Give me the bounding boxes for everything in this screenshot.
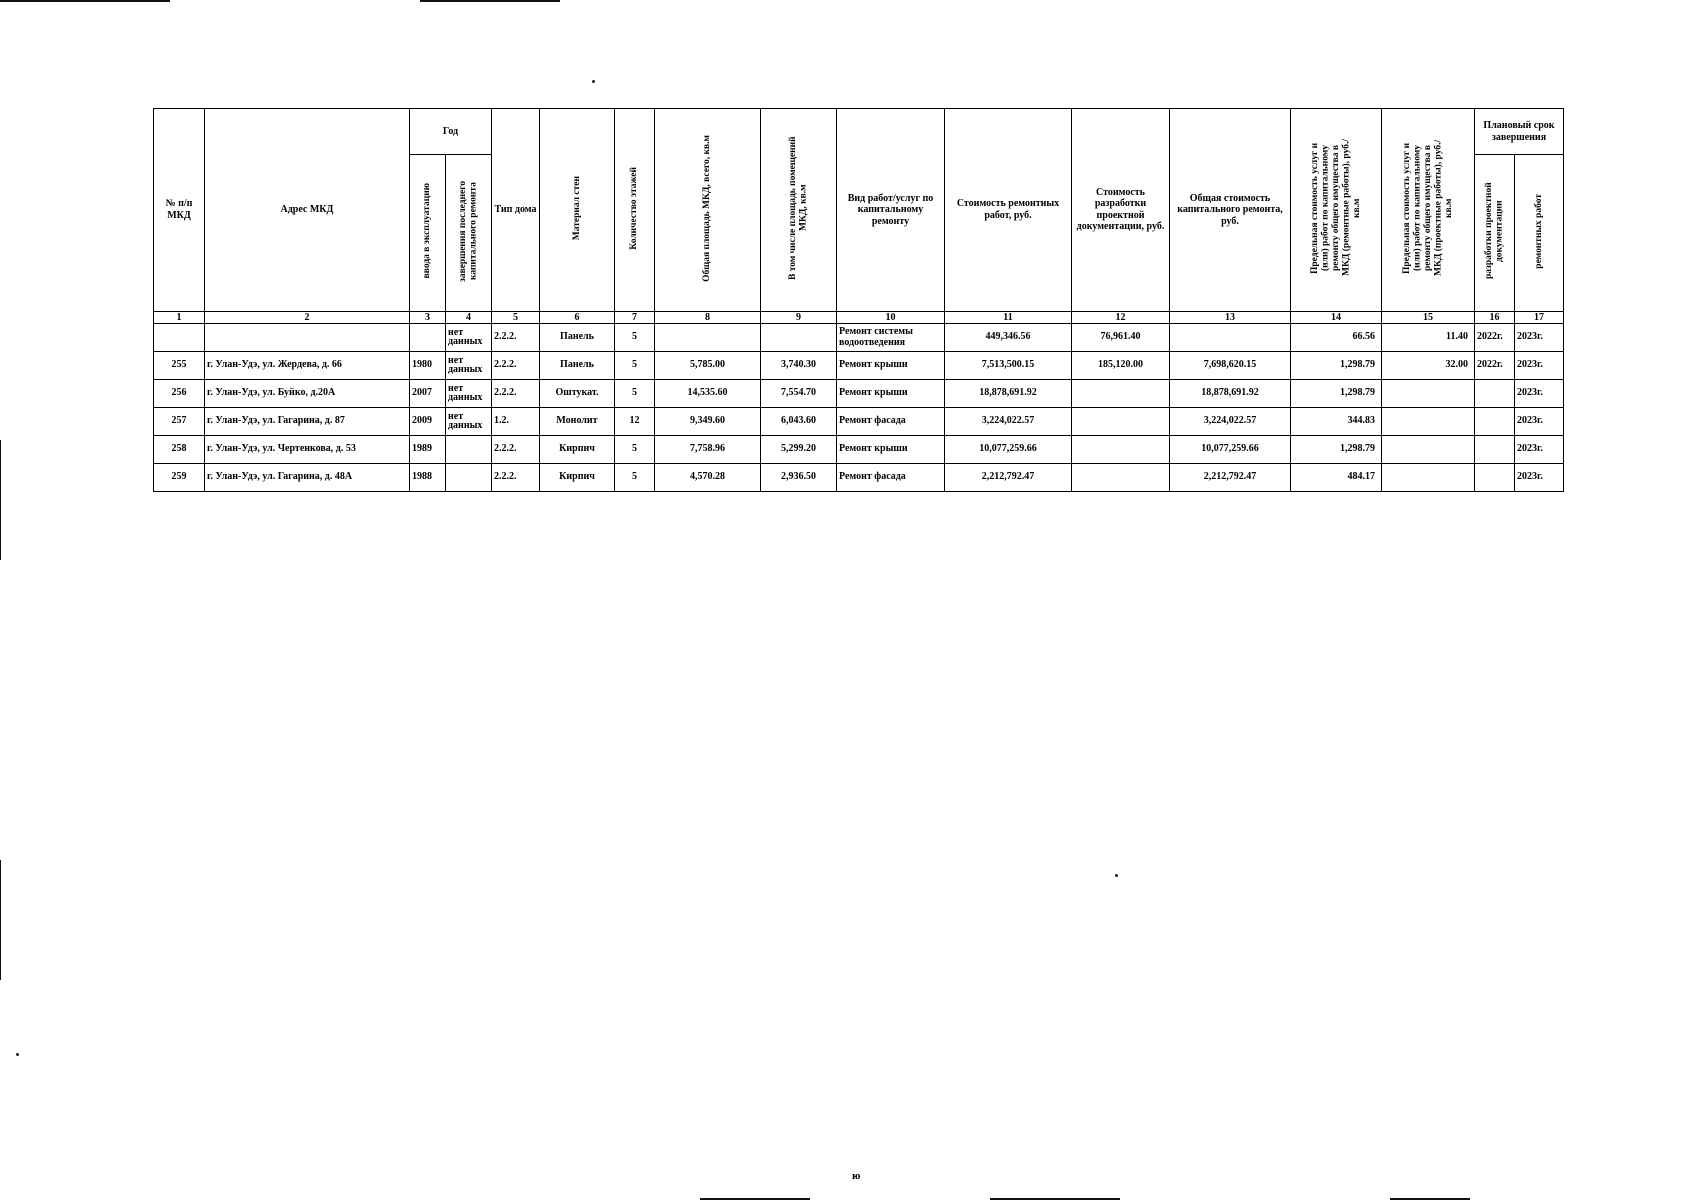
scan-speck (16, 1053, 19, 1056)
cell-design-cost (1072, 379, 1170, 407)
scan-edge-mark (0, 0, 170, 2)
cell-term-repair: 2023г. (1515, 463, 1564, 491)
header-total-area-text: Общая площадь МКД, всего, кв.м (702, 134, 713, 282)
cell-year-commission (410, 323, 446, 351)
header-address: Адрес МКД (205, 109, 410, 312)
header-floors (615, 109, 655, 312)
header-design-cost: Стоимость разработки проектной документации, руб. (1072, 109, 1170, 312)
cell-address (205, 323, 410, 351)
cell-limit-repair: 484.17 (1291, 463, 1382, 491)
column-number: 7 (615, 311, 655, 323)
header-repair-cost: Стоимость ремонтных работ, руб. (945, 109, 1072, 312)
cell-limit-repair: 1,298.79 (1291, 435, 1382, 463)
column-number: 14 (1291, 311, 1382, 323)
column-number: 8 (655, 311, 761, 323)
cell-premises-area: 3,740.30 (761, 351, 837, 379)
cell-house-type: 2.2.2. (492, 323, 540, 351)
cell-floors: 5 (615, 379, 655, 407)
cell-work-type: Ремонт системы водоотведения (837, 323, 945, 351)
column-number-row (154, 311, 1564, 323)
cell-repair-cost: 18,878,691.92 (945, 379, 1072, 407)
cell-design-cost: 185,120.00 (1072, 351, 1170, 379)
cell-total-cost: 7,698,620.15 (1170, 351, 1291, 379)
cell-limit-repair: 1,298.79 (1291, 379, 1382, 407)
cell-term-repair: 2023г. (1515, 407, 1564, 435)
column-number: 10 (837, 311, 945, 323)
header-term-design (1475, 155, 1515, 312)
table-body (154, 311, 1564, 491)
cell-wall-material: Кирпич (540, 435, 615, 463)
cell-term-design (1475, 379, 1515, 407)
cell-total-area: 5,785.00 (655, 351, 761, 379)
header-limit-design-text: Предельная стоимость услуг и (или) работ по капитальному ремонту общего имущества в МКД (проектные работы), руб./кв.м (1401, 139, 1454, 277)
cell-limit-design (1382, 435, 1475, 463)
cell-total-cost: 10,077,259.66 (1170, 435, 1291, 463)
cell-repair-cost: 3,224,022.57 (945, 407, 1072, 435)
table-header (154, 109, 1564, 312)
cell-total-area: 14,535.60 (655, 379, 761, 407)
cell-address: г. Улан-Удэ, ул. Жердева, д. 66 (205, 351, 410, 379)
column-number: 2 (205, 311, 410, 323)
cell-floors: 5 (615, 323, 655, 351)
cell-repair-cost: 7,513,500.15 (945, 351, 1072, 379)
cell-premises-area: 5,299.20 (761, 435, 837, 463)
cell-num (154, 323, 205, 351)
cell-work-type: Ремонт фасада (837, 407, 945, 435)
header-house-type: Тип дома (492, 109, 540, 312)
cell-term-repair: 2023г. (1515, 323, 1564, 351)
header-floors-text: Количество этажей (629, 166, 640, 250)
header-num: № п/п МКД (154, 109, 205, 312)
scan-speck (592, 80, 595, 83)
cell-work-type: Ремонт крыши (837, 351, 945, 379)
capital-repair-table (153, 108, 1564, 492)
column-number: 1 (154, 311, 205, 323)
column-number: 17 (1515, 311, 1564, 323)
header-term-repair (1515, 155, 1564, 312)
cell-repair-cost: 2,212,792.47 (945, 463, 1072, 491)
cell-wall-material: Монолит (540, 407, 615, 435)
header-year-group: Год (410, 109, 492, 155)
cell-wall-material: Панель (540, 323, 615, 351)
cell-num: 255 (154, 351, 205, 379)
header-year-last-repair (446, 155, 492, 312)
column-number: 11 (945, 311, 1072, 323)
cell-term-repair: 2023г. (1515, 435, 1564, 463)
cell-premises-area: 6,043.60 (761, 407, 837, 435)
header-premises-area-text: В том числе площадь помещений МКД, кв.м (788, 136, 809, 280)
cell-year-commission: 1988 (410, 463, 446, 491)
column-number: 5 (492, 311, 540, 323)
column-number: 4 (446, 311, 492, 323)
column-number: 9 (761, 311, 837, 323)
cell-address: г. Улан-Удэ, ул. Буйко, д.20А (205, 379, 410, 407)
header-year-commission (410, 155, 446, 312)
cell-wall-material: Кирпич (540, 463, 615, 491)
cell-num: 257 (154, 407, 205, 435)
cell-premises-area: 7,554.70 (761, 379, 837, 407)
header-limit-design (1382, 109, 1475, 312)
table-row (154, 463, 1564, 491)
cell-term-design (1475, 463, 1515, 491)
cell-wall-material: Панель (540, 351, 615, 379)
header-year-last-repair-text: завершения последнего капитального ремонта (458, 180, 479, 282)
header-term-repair-text: ремонтных работ (1533, 193, 1544, 269)
cell-num: 256 (154, 379, 205, 407)
table-row (154, 435, 1564, 463)
scan-speck (1115, 874, 1118, 877)
cell-limit-repair: 344.83 (1291, 407, 1382, 435)
cell-design-cost (1072, 407, 1170, 435)
scan-edge-mark (0, 860, 1, 980)
column-number: 12 (1072, 311, 1170, 323)
cell-limit-design: 11.40 (1382, 323, 1475, 351)
cell-total-cost (1170, 323, 1291, 351)
header-total-area (655, 109, 761, 312)
cell-limit-design: 32.00 (1382, 351, 1475, 379)
header-limit-repair (1291, 109, 1382, 312)
cell-total-cost: 2,212,792.47 (1170, 463, 1291, 491)
cell-limit-design (1382, 379, 1475, 407)
scan-edge-mark (0, 440, 1, 560)
header-wall-material (540, 109, 615, 312)
cell-house-type: 1.2. (492, 407, 540, 435)
header-term-group: Плановый срок завершения (1475, 109, 1564, 155)
column-number: 3 (410, 311, 446, 323)
cell-design-cost (1072, 435, 1170, 463)
column-number: 13 (1170, 311, 1291, 323)
header-limit-repair-text: Предельная стоимость услуг и (или) работ по капитальному ремонту общего имущества в МКД (ремонтные работы), руб./кв.м (1309, 139, 1362, 277)
cell-design-cost: 76,961.40 (1072, 323, 1170, 351)
cell-year-commission: 1980 (410, 351, 446, 379)
cell-wall-material: Оштукат. (540, 379, 615, 407)
cell-house-type: 2.2.2. (492, 463, 540, 491)
header-wall-material-text: Материал стен (571, 175, 582, 241)
table-row (154, 351, 1564, 379)
cell-total-area (655, 323, 761, 351)
cell-work-type: Ремонт крыши (837, 379, 945, 407)
cell-term-design: 2022г. (1475, 351, 1515, 379)
cell-floors: 12 (615, 407, 655, 435)
cell-year-last-repair: нет данных (446, 407, 492, 435)
cell-house-type: 2.2.2. (492, 351, 540, 379)
scan-edge-mark (420, 0, 560, 2)
cell-term-design: 2022г. (1475, 323, 1515, 351)
cell-year-last-repair: нет данных (446, 351, 492, 379)
cell-house-type: 2.2.2. (492, 435, 540, 463)
cell-address: г. Улан-Удэ, ул. Гагарина, д. 48А (205, 463, 410, 491)
cell-work-type: Ремонт фасада (837, 463, 945, 491)
header-premises-area (761, 109, 837, 312)
cell-floors: 5 (615, 351, 655, 379)
column-number: 15 (1382, 311, 1475, 323)
cell-premises-area (761, 323, 837, 351)
table-row (154, 379, 1564, 407)
cell-total-area: 9,349.60 (655, 407, 761, 435)
header-term-design-text: разработки проектной документации (1484, 182, 1505, 280)
column-number: 6 (540, 311, 615, 323)
cell-num: 259 (154, 463, 205, 491)
page-number-mark: ю (852, 1170, 861, 1182)
cell-total-area: 4,570.28 (655, 463, 761, 491)
cell-floors: 5 (615, 463, 655, 491)
cell-address: г. Улан-Удэ, ул. Чертенкова, д. 53 (205, 435, 410, 463)
cell-year-last-repair: нет данных (446, 323, 492, 351)
cell-house-type: 2.2.2. (492, 379, 540, 407)
cell-limit-repair: 1,298.79 (1291, 351, 1382, 379)
cell-total-area: 7,758.96 (655, 435, 761, 463)
table-row (154, 407, 1564, 435)
cell-limit-design (1382, 463, 1475, 491)
cell-premises-area: 2,936.50 (761, 463, 837, 491)
cell-term-repair: 2023г. (1515, 379, 1564, 407)
cell-floors: 5 (615, 435, 655, 463)
cell-term-repair: 2023г. (1515, 351, 1564, 379)
cell-address: г. Улан-Удэ, ул. Гагарина, д. 87 (205, 407, 410, 435)
column-number: 16 (1475, 311, 1515, 323)
cell-year-last-repair (446, 463, 492, 491)
cell-term-design (1475, 407, 1515, 435)
cell-work-type: Ремонт крыши (837, 435, 945, 463)
cell-limit-repair: 66.56 (1291, 323, 1382, 351)
cell-num: 258 (154, 435, 205, 463)
header-total-cost: Общая стоимость капитального ремонта, руб. (1170, 109, 1291, 312)
cell-term-design (1475, 435, 1515, 463)
header-work-type: Вид работ/услуг по капитальному ремонту (837, 109, 945, 312)
cell-year-commission: 2007 (410, 379, 446, 407)
cell-repair-cost: 10,077,259.66 (945, 435, 1072, 463)
cell-total-cost: 18,878,691.92 (1170, 379, 1291, 407)
cell-year-commission: 2009 (410, 407, 446, 435)
cell-year-last-repair (446, 435, 492, 463)
cell-year-last-repair: нет данных (446, 379, 492, 407)
cell-year-commission: 1989 (410, 435, 446, 463)
cell-design-cost (1072, 463, 1170, 491)
cell-limit-design (1382, 407, 1475, 435)
cell-repair-cost: 449,346.56 (945, 323, 1072, 351)
table-row (154, 323, 1564, 351)
header-year-commission-text: ввода в эксплуатацию (422, 183, 433, 279)
cell-total-cost: 3,224,022.57 (1170, 407, 1291, 435)
